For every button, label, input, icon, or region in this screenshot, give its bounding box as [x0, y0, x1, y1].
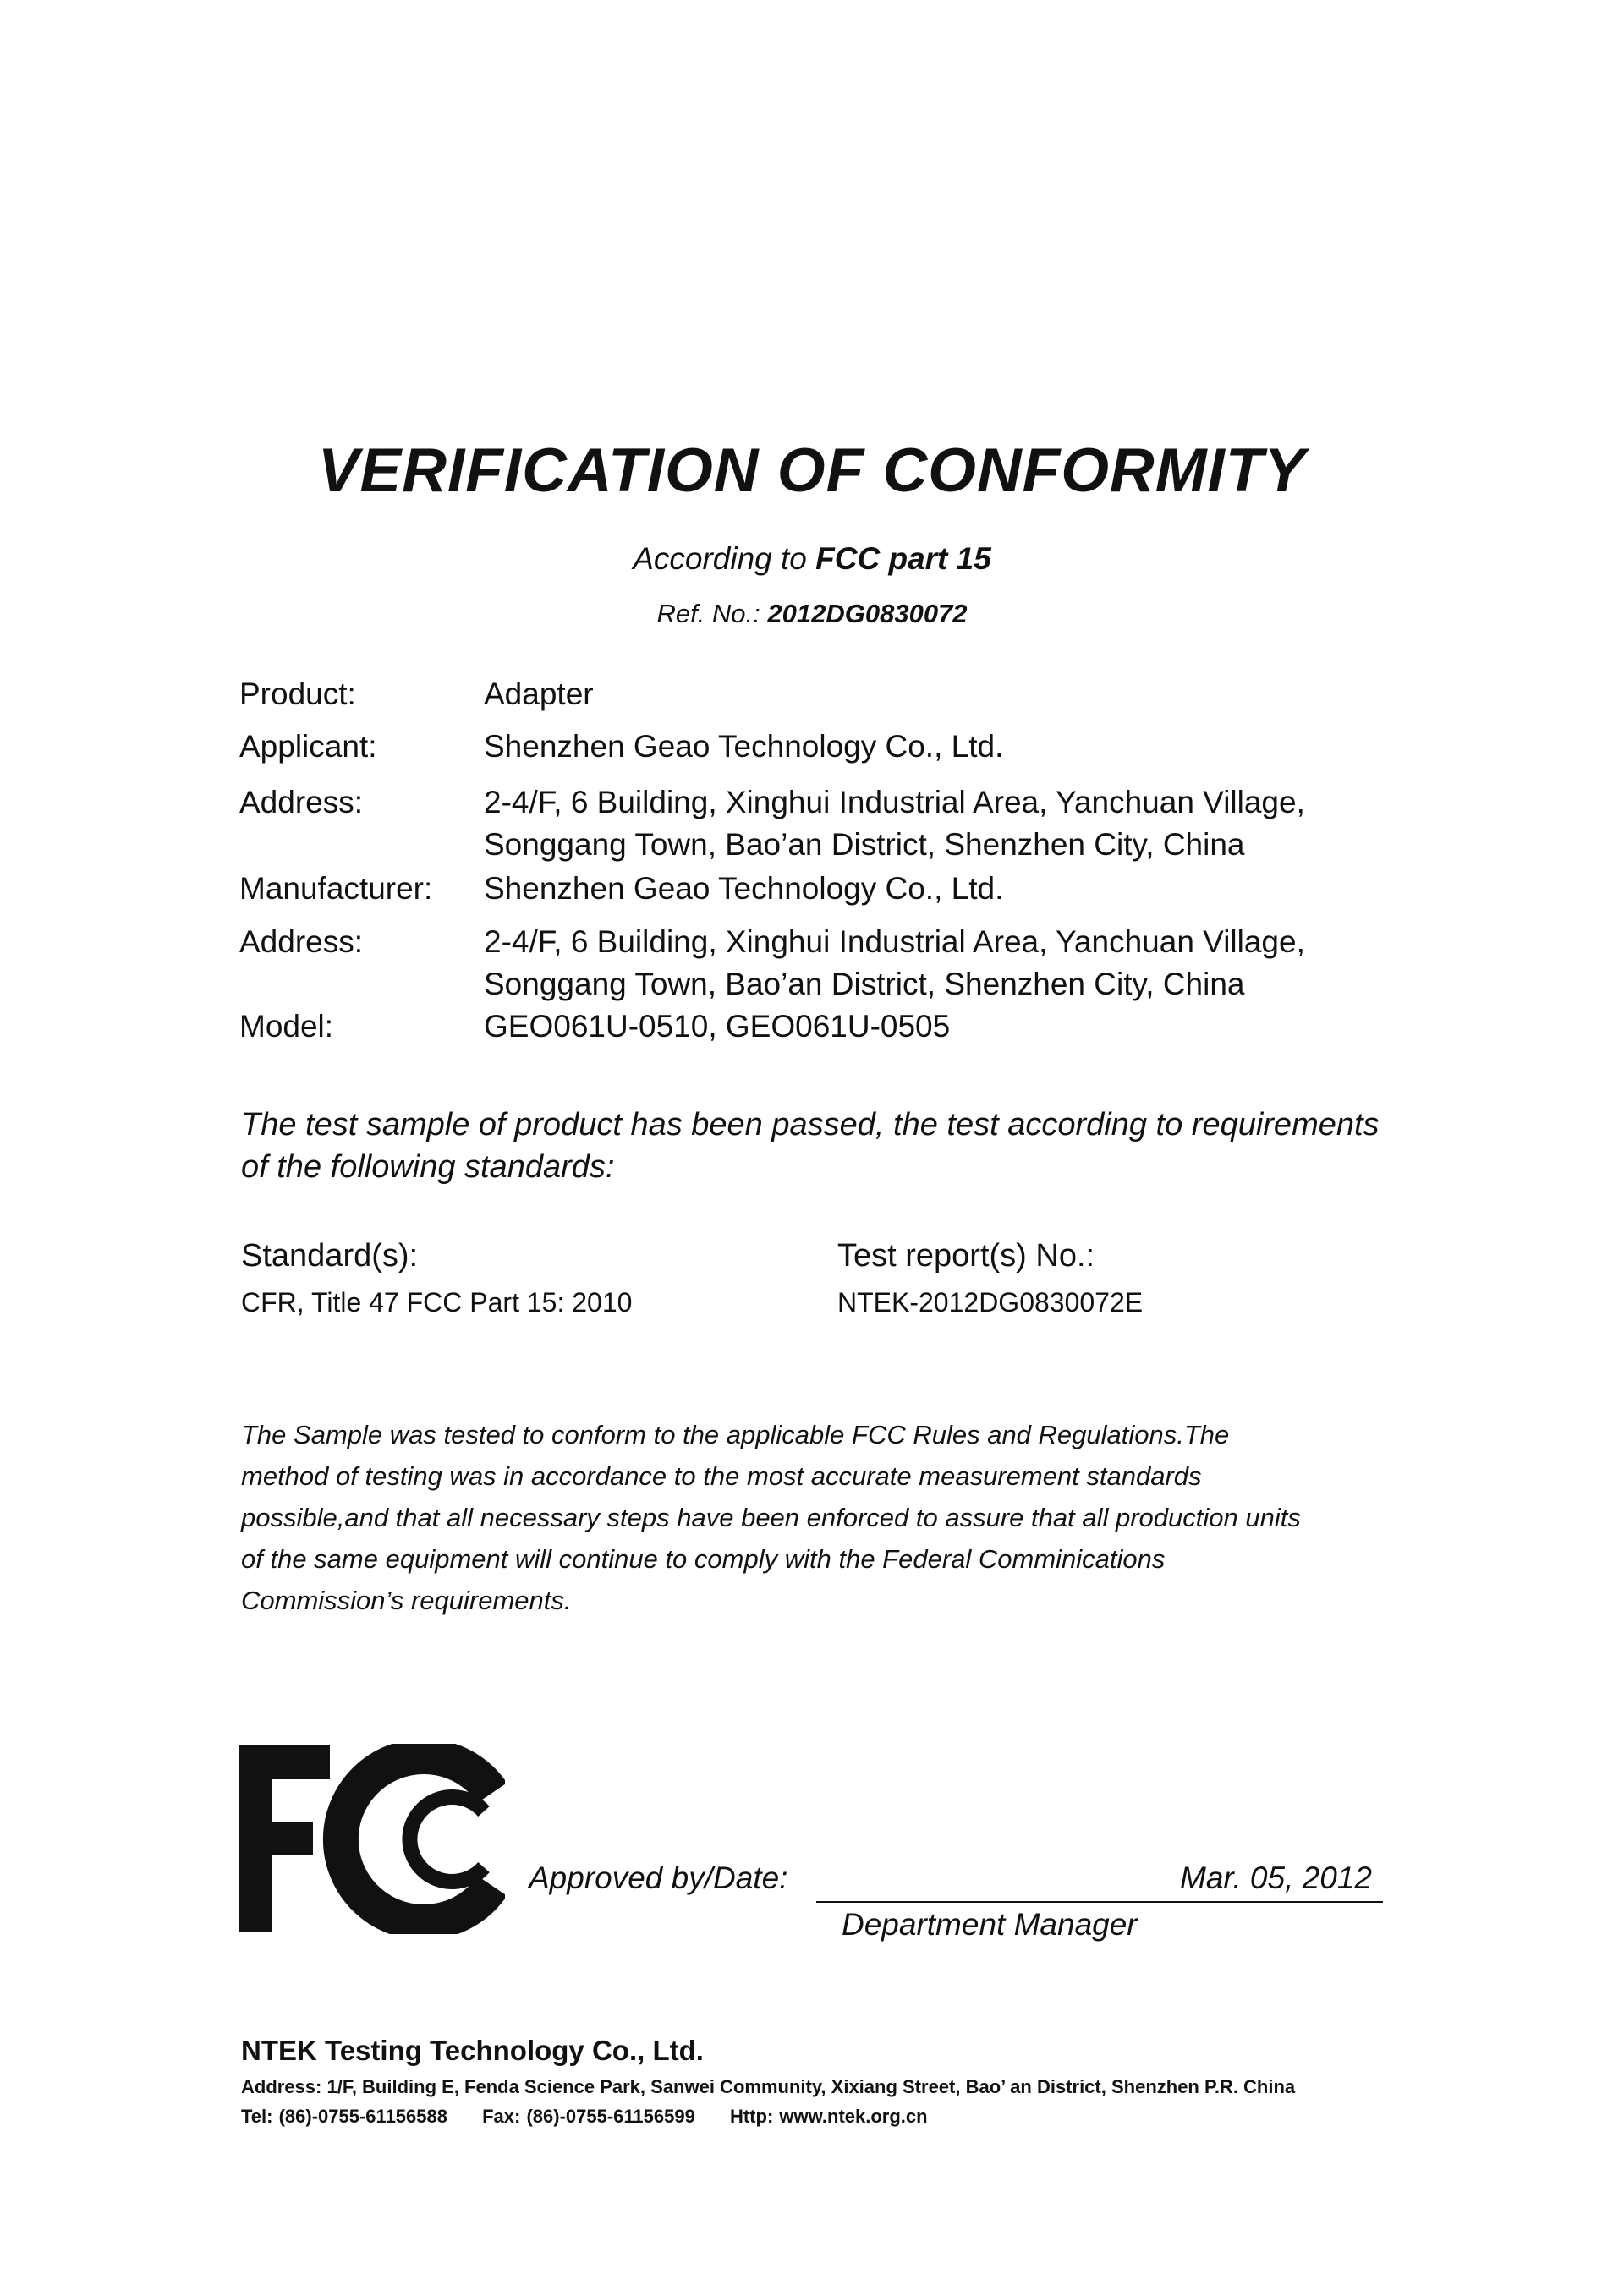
according-prefix: According to — [633, 541, 807, 576]
note-line: Commission’s requirements. — [241, 1586, 572, 1615]
according-standard: FCC part 15 — [815, 541, 991, 576]
standard-value: CFR, Title 47 FCC Part 15: 2010 — [241, 1287, 633, 1318]
approval-date: Mar. 05, 2012 — [1180, 1860, 1372, 1895]
intro-statement — [241, 1104, 1442, 1188]
ref-label: Ref. No.: — [656, 599, 760, 628]
standards-header: Standard(s): — [241, 1238, 419, 1274]
applicant-label: Applicant: — [239, 729, 377, 764]
manufacturer-address-line1: 2-4/F, 6 Building, Xinghui Industrial Area, Yanchuan Village, — [484, 924, 1305, 959]
ref-number-line — [0, 599, 1624, 629]
note-line: of the same equipment will continue to comply with the Federal Comminications — [241, 1544, 1166, 1574]
footer-address: Address: 1/F, Building E, Fenda Science Park, Sanwei Community, Xixiang Street, Bao’ an District, Shenzhen P.R. China — [241, 2076, 1296, 2097]
report-value: NTEK-2012DG0830072E — [837, 1287, 1144, 1318]
approver-position: Department Manager — [842, 1907, 1138, 1942]
product-label: Product: — [239, 677, 356, 711]
footer-http: Http: www.ntek.org.cn — [729, 2106, 928, 2127]
signature-line — [816, 1901, 1383, 1903]
manufacturer-label: Manufacturer: — [239, 871, 433, 906]
according-line — [0, 541, 1624, 577]
ref-number: 2012DG0830072 — [767, 599, 968, 628]
fcc-logo — [239, 1744, 505, 1934]
manufacturer-address-line2: Songgang Town, Bao’an District, Shenzhen City, China — [484, 967, 1245, 1001]
intro-line: of the following standards: — [241, 1149, 615, 1185]
manufacturer-address-label: Address: — [239, 924, 364, 959]
note-line: method of testing was in accordance to the most accurate measurement standards — [241, 1461, 1202, 1491]
manufacturer-value: Shenzhen Geao Technology Co., Ltd. — [484, 871, 1004, 906]
conformity-note — [241, 1414, 1442, 1621]
report-header: Test report(s) No.: — [837, 1238, 1095, 1274]
applicant-address-label: Address: — [239, 785, 364, 819]
note-line: possible,and that all necessary steps have been enforced to assure that all production units — [241, 1503, 1301, 1532]
applicant-value: Shenzhen Geao Technology Co., Ltd. — [484, 729, 1004, 764]
applicant-address-line1: 2-4/F, 6 Building, Xinghui Industrial Area, Yanchuan Village, — [484, 785, 1305, 819]
approved-label: Approved by/Date: — [529, 1860, 788, 1895]
model-value: GEO061U-0510, GEO061U-0505 — [484, 1009, 951, 1044]
intro-line: The test sample of product has been passed, the test according to requirements — [241, 1107, 1380, 1143]
footer-contacts — [241, 2106, 957, 2128]
note-line: The Sample was tested to conform to the applicable FCC Rules and Regulations.The — [241, 1420, 1230, 1449]
footer-tel: Tel: (86)-0755-61156588 — [241, 2106, 447, 2127]
footer-company: NTEK Testing Technology Co., Ltd. — [241, 2035, 704, 2066]
applicant-address-line2: Songgang Town, Bao’an District, Shenzhen City, China — [484, 827, 1245, 862]
model-label: Model: — [239, 1009, 334, 1044]
footer-fax: Fax: (86)-0755-61156599 — [482, 2106, 695, 2127]
document-title: VERIFICATION OF CONFORMITY — [317, 436, 1307, 505]
product-value: Adapter — [484, 677, 594, 711]
